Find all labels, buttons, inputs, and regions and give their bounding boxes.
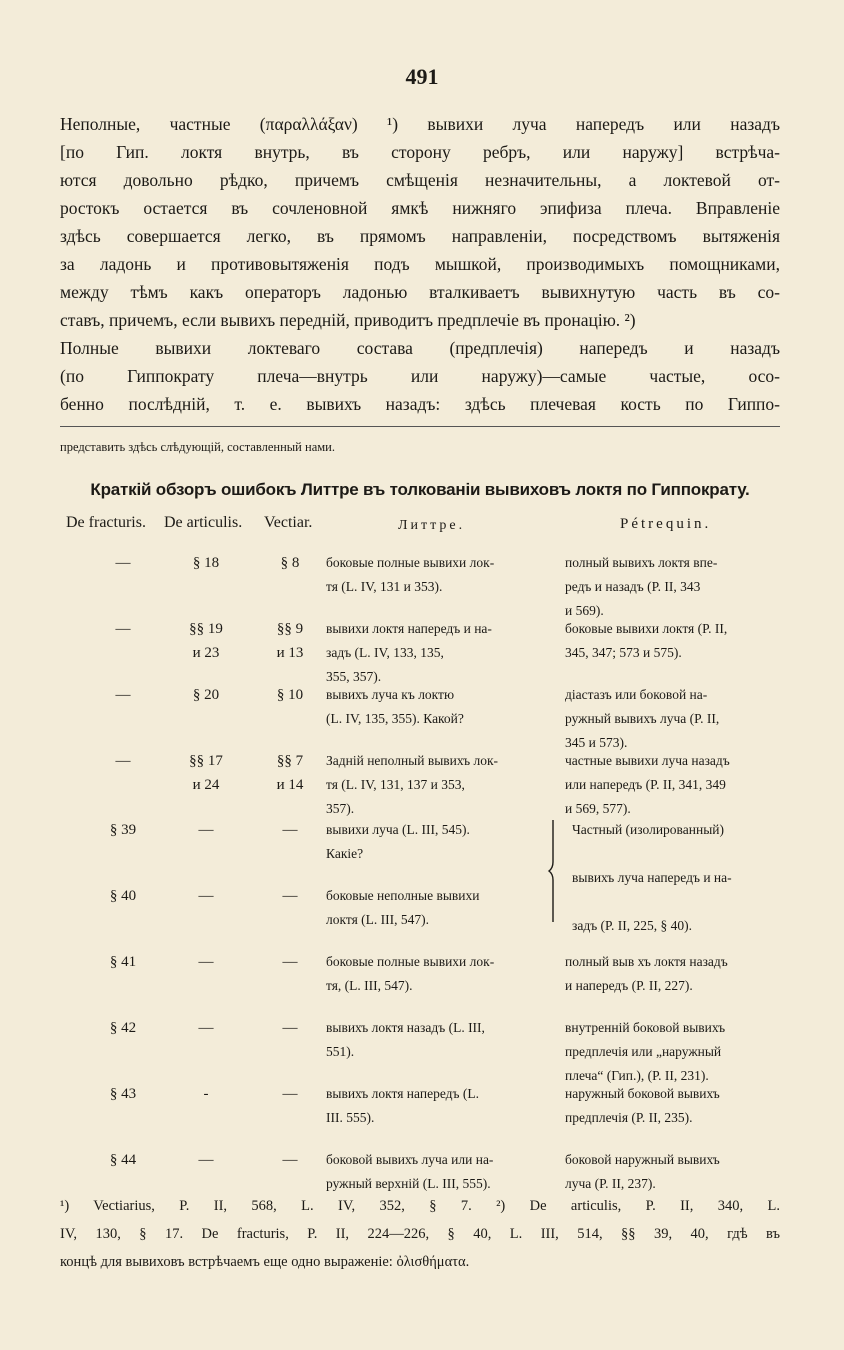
row-littre	[326, 818, 544, 866]
cell-line: и 23	[192, 645, 220, 661]
row-de-fracturis	[88, 1082, 158, 1106]
body-line: [по Гип. локтя внутрь, въ сторону ребръ, или наружу] встрѣча-	[60, 142, 780, 162]
row-vectiar	[264, 884, 316, 908]
cell-line: частные вывихи луча назадъ	[565, 753, 730, 768]
body-line: здѣсь совершается легко, въ прямомъ направленіи, посредствомъ вытяженія	[60, 226, 780, 246]
cell-line: 345 и 573).	[565, 735, 628, 750]
header-vectiar: Vectiar.	[264, 514, 313, 531]
row-littre	[326, 617, 544, 689]
row-littre	[326, 683, 544, 731]
cell-line: редъ и назадъ (P. II, 343	[565, 579, 701, 594]
cell-line: и 569).	[565, 603, 604, 618]
cell-line: вывихъ луча къ локтю	[326, 687, 455, 702]
cell-line: и 24	[192, 777, 220, 793]
row-de-fracturis	[88, 818, 158, 842]
cell-line: боковой вывихъ луча или на-	[326, 1152, 494, 1167]
body-line: Полные вывихи локтеваго состава (предплечія) напередъ и назадъ	[60, 338, 780, 358]
cell-line: діастазъ или боковой на-	[565, 687, 708, 702]
cell-line: полный вывихъ локтя впе-	[565, 555, 718, 570]
cell-line: § 20	[192, 687, 220, 703]
cell-line: —	[282, 954, 298, 970]
row-de-articulis	[176, 617, 236, 665]
cell-line: §§ 9	[276, 621, 304, 637]
header-de-fracturis: De fracturis.	[66, 514, 146, 531]
intro-line: представить здѣсь слѣдующій, составленный нами.	[60, 440, 335, 454]
table-title: Краткій обзоръ ошибокъ Литтре въ толкованіи вывиховъ локтя по Гиппократу.	[90, 480, 750, 499]
cell-line: —	[282, 888, 298, 904]
row-petrequin	[565, 749, 780, 821]
cell-line: Задній неполный вывихъ лок-	[326, 753, 499, 768]
cell-line: § 18	[192, 555, 220, 571]
cell-line: § 42	[109, 1020, 137, 1036]
row-vectiar	[264, 551, 316, 575]
cell-line: § 39	[109, 822, 137, 838]
cell-line: и 14	[276, 777, 304, 793]
row-de-fracturis	[88, 683, 158, 707]
row-petrequin	[565, 1082, 780, 1130]
cell-line: боковой наружный вывихъ	[565, 1152, 720, 1167]
footnote-line: концѣ для вывиховъ встрѣчаемъ еще одно выраженіе: ὀλισθήματα.	[60, 1254, 470, 1270]
cell-line: ружный верхній (L. III, 555).	[326, 1176, 491, 1191]
header-petrequin: Pétrequin.	[620, 516, 712, 532]
cell-line: —	[115, 555, 131, 571]
row-vectiar	[264, 950, 316, 974]
row-littre	[326, 1082, 544, 1130]
cell-line: —	[115, 687, 131, 703]
row-de-articulis	[176, 683, 236, 707]
body-line: Неполные, частные (παραλλάξαν) ¹) вывихи луча напередъ или назадъ	[60, 114, 780, 134]
body-line: (по Гиппократу плеча—внутрь или наружу)—самые частые, осо-	[60, 366, 780, 386]
cell-line: полный выв хъ локтя назадъ	[565, 954, 728, 969]
row-vectiar	[264, 1082, 316, 1106]
cell-line: и 13	[276, 645, 304, 661]
header-littre: Литтре.	[398, 518, 466, 533]
cell-line: III. 555).	[326, 1110, 375, 1125]
cell-line: —	[198, 954, 214, 970]
cell-line: Какіе?	[326, 846, 364, 861]
row-littre	[326, 1016, 544, 1064]
row-de-articulis	[176, 749, 236, 797]
row-vectiar	[264, 1148, 316, 1172]
header-de-articulis: De articulis.	[164, 514, 243, 531]
cell-line: —	[282, 1020, 298, 1036]
cell-line	[572, 890, 787, 914]
row-de-fracturis	[88, 1016, 158, 1040]
row-littre	[326, 884, 544, 932]
cell-line: и напередъ (P. II, 227).	[565, 978, 693, 993]
cell-line: тя (L. IV, 131, 137 и 353,	[326, 777, 465, 792]
row-petrequin	[565, 683, 780, 755]
body-line: между тѣмъ какъ операторъ ладонью вталкиваетъ вывихнутую часть въ со-	[60, 282, 780, 302]
cell-line: ружный вывихъ луча (P. II,	[565, 711, 720, 726]
cell-line: и 569, 577).	[565, 801, 631, 816]
cell-line: —	[198, 1152, 214, 1168]
row-de-fracturis	[88, 617, 158, 641]
row-vectiar	[264, 749, 316, 797]
cell-line: § 40	[109, 888, 137, 904]
row-de-articulis	[176, 818, 236, 842]
row-littre	[326, 950, 544, 998]
row-petrequin	[565, 1016, 780, 1088]
cell-line: вывихъ локтя назадъ (L. III,	[326, 1020, 485, 1035]
footnote-line: IV, 130, § 17. De fracturis, P. II, 224—226, § 40, L. III, 514, §§ 39, 40, гдѣ въ	[60, 1226, 780, 1242]
row-petrequin	[565, 1148, 780, 1196]
cell-line: §§ 17	[189, 753, 223, 769]
cell-line: предплечія (P. II, 235).	[565, 1110, 693, 1125]
row-de-fracturis	[88, 551, 158, 575]
main-paragraph	[60, 110, 780, 418]
cell-line: локтя (L. III, 547).	[326, 912, 430, 927]
cell-line: наружный боковой вывихъ	[565, 1086, 720, 1101]
separator-rule	[60, 426, 780, 427]
row-petrequin	[565, 617, 780, 665]
cell-line: боковые полные вывихи лок-	[326, 954, 495, 969]
cell-line: тя, (L. III, 547).	[326, 978, 413, 993]
cell-line: задъ (P. II, 225, § 40).	[572, 918, 693, 933]
cell-line: —	[115, 753, 131, 769]
body-line: ставъ, причемъ, если вывихъ передній, приводитъ предплечіе въ пронацію. ²)	[60, 310, 636, 330]
cell-line: §§ 7	[276, 753, 304, 769]
cell-line: —	[198, 1020, 214, 1036]
cell-line: вывихи луча (L. III, 545).	[326, 822, 470, 837]
row-de-articulis	[176, 950, 236, 974]
cell-line: 551).	[326, 1044, 355, 1059]
cell-line: 357).	[326, 801, 355, 816]
cell-line: задъ (L. IV, 133, 135,	[326, 645, 444, 660]
cell-line: —	[198, 822, 214, 838]
cell-line: —	[198, 888, 214, 904]
cell-line	[572, 842, 787, 866]
cell-line: —	[282, 822, 298, 838]
row-littre	[326, 551, 544, 599]
body-line: бенно послѣдній, т. е. вывихъ назадъ: здѣсь плечевая кость по Гиппо-	[60, 394, 780, 414]
row-de-articulis	[176, 884, 236, 908]
cell-line: (L. IV, 135, 355). Какой?	[326, 711, 464, 726]
cell-line: или напередъ (P. II, 341, 349	[565, 777, 726, 792]
footnote-line: ¹) Vectiarius, P. II, 568, L. IV, 352, § 7. ²) De articulis, P. II, 340, L.	[60, 1198, 780, 1214]
row-de-articulis	[176, 1016, 236, 1040]
row-de-articulis	[176, 1082, 236, 1106]
cell-line: 345, 347; 573 и 575).	[565, 645, 682, 660]
row-vectiar	[264, 818, 316, 842]
cell-line: боковые неполные вывихи	[326, 888, 480, 903]
cell-line: вывихъ луча напередъ и на-	[572, 870, 732, 885]
cell-line: § 8	[280, 555, 300, 571]
cell-line: § 44	[109, 1152, 137, 1168]
row-de-articulis	[176, 1148, 236, 1172]
cell-line: предплечія или „наружный	[565, 1044, 722, 1059]
row-littre	[326, 1148, 544, 1196]
page-number: 491	[405, 64, 439, 89]
brace-icon	[547, 820, 557, 922]
cell-line: —	[115, 621, 131, 637]
cell-line: вывихъ локтя напередъ (L.	[326, 1086, 479, 1101]
body-line: ются довольно рѣдко, причемъ смѣщенія незначительны, а локтевой от-	[60, 170, 780, 190]
cell-line: 355, 357).	[326, 669, 382, 684]
cell-line: —	[282, 1152, 298, 1168]
cell-line: луча (P. II, 237).	[565, 1176, 656, 1191]
row-petrequin	[572, 818, 787, 938]
cell-line: —	[282, 1086, 298, 1102]
row-de-fracturis	[88, 950, 158, 974]
cell-line: Частный (изолированный)	[572, 822, 724, 837]
row-de-fracturis	[88, 884, 158, 908]
row-vectiar	[264, 617, 316, 665]
row-petrequin	[565, 551, 780, 623]
body-line: за ладонь и противовытяженія подъ мышкой, производимыхъ помощниками,	[60, 254, 780, 274]
cell-line: тя (L. IV, 131 и 353).	[326, 579, 443, 594]
cell-line: вывихи локтя напередъ и на-	[326, 621, 492, 636]
row-littre	[326, 749, 544, 821]
row-vectiar	[264, 1016, 316, 1040]
row-petrequin	[565, 950, 780, 998]
cell-line: § 41	[109, 954, 137, 970]
cell-line: плеча“ (Гип.), (P. II, 231).	[565, 1068, 709, 1083]
body-line: ростокъ остается въ сочленовной ямкѣ нижняго эпифиза плеча. Вправленіе	[60, 198, 780, 218]
cell-line: -	[203, 1086, 209, 1102]
cell-line: боковые полные вывихи лок-	[326, 555, 495, 570]
cell-line: § 10	[276, 687, 304, 703]
row-de-articulis	[176, 551, 236, 575]
cell-line: боковые вывихи локтя (P. II,	[565, 621, 728, 636]
footnotes	[60, 1192, 780, 1276]
cell-line: внутренній боковой вывихъ	[565, 1020, 726, 1035]
cell-line: §§ 19	[189, 621, 223, 637]
row-de-fracturis	[88, 749, 158, 773]
row-vectiar	[264, 683, 316, 707]
row-de-fracturis	[88, 1148, 158, 1172]
cell-line: § 43	[109, 1086, 137, 1102]
